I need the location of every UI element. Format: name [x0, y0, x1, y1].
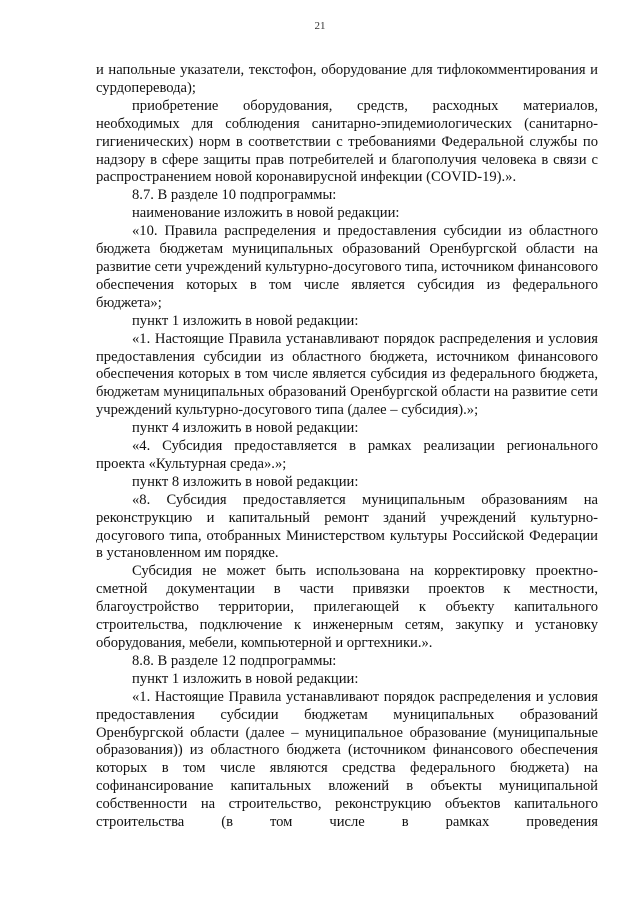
page-number: 21 — [314, 20, 326, 32]
paragraph: «10. Правила распределения и предоставления субсидии из областного бюджета бюджетам муниципальных образований Оренбургской области на развитие сети учреждений культурно-досугового типа, источником финансового обеспечения которых в том числе является субсидия из федерального бюджета»; — [96, 223, 598, 311]
paragraph: пункт 1 изложить в новой редакции: — [132, 312, 359, 329]
document-body — [96, 62, 598, 832]
paragraph: и напольные указатели, текстофон, оборудование для тифлокомментирования и сурдоперевода); — [96, 62, 598, 96]
paragraph: «1. Настоящие Правила устанавливают порядок распределения и условия предоставления субсидии из областного бюджета, источником финансового обеспечения которых в том числе является субсидия из федерального бюджета, бюджетам муниципальных образований Оренбургской области на развитие сети учреждений культурно-досугового типа (далее – субсидия).»; — [96, 330, 598, 419]
paragraph: пункт 8 изложить в новой редакции: — [132, 473, 359, 490]
paragraph: 8.8. В разделе 12 подпрограммы: — [132, 652, 337, 669]
paragraph: Субсидия не может быть использована на корректировку проектно-сметной документации в части привязки проектов к местности, благоустройство территории, прилегающей к объекту капитального строительства, подключение к инженерным сетям, закупку и установку оборудования, мебели, компьютерной и оргтехники.». — [96, 563, 598, 651]
paragraph: пункт 4 изложить в новой редакции: — [132, 420, 359, 437]
paragraph: «1. Настоящие Правила устанавливают порядок распределения и условия предоставления субсидии бюджетам муниципальных образований Оренбургской области (далее – муниципальное образование (муниципальные образования)) из областного бюджета (источником финансового обеспечения которых в том числе являются средства федерального бюджета) на софинансирование капитальных вложений в объекты муниципальной собственности на строительство, реконструкцию объектов капитального строительства (в том числе в рамках проведения — [96, 688, 598, 831]
paragraph: «8. Субсидия предоставляется муниципальным образованиям на реконструкцию и капитальный ремонт зданий учреждений культурно-досугового типа, отобранных Министерством культуры Российской Федерации в установленном им порядке. — [96, 491, 598, 562]
paragraph: приобретение оборудования, средств, расходных материалов, необходимых для соблюдения санитарно-эпидемиологических (санитарно-гигиенических) норм в соответствии с требованиями Федеральной службы по надзору в сфере защиты прав потребителей и благополучия человека в связи с распространением новой коронавирусной инфекции (COVID-19).». — [96, 97, 598, 186]
paragraph: наименование изложить в новой редакции: — [132, 205, 400, 222]
paragraph: «4. Субсидия предоставляется в рамках реализации регионального проекта «Культурная среда».»; — [96, 438, 598, 472]
paragraph: пункт 1 изложить в новой редакции: — [132, 670, 359, 687]
paragraph: 8.7. В разделе 10 подпрограммы: — [132, 187, 337, 204]
